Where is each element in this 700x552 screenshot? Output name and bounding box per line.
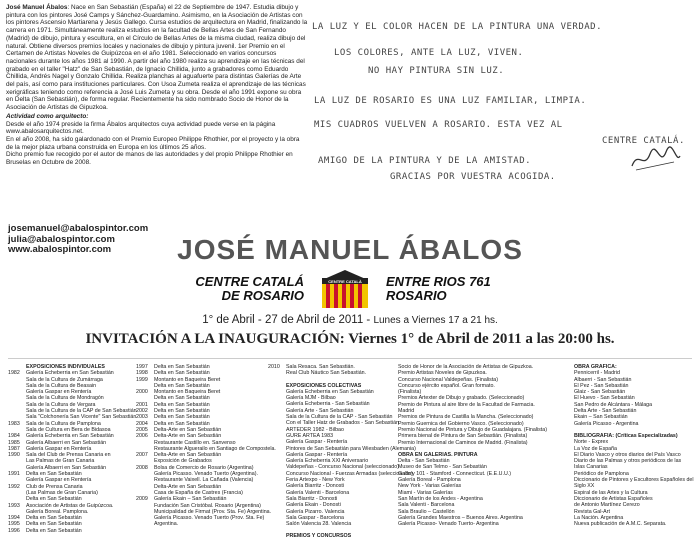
list-item: Concurso Nacional Valdepeñas. (Finalista) <box>398 376 499 383</box>
list-item: San Martín de los Andes - Argentina <box>398 495 483 502</box>
exhibition-venue: Montanto en Baqueira Beret <box>154 376 221 383</box>
exhibition-venue: Galería Echeberria en San Sebastián <box>26 433 114 440</box>
exhibition-venue: Galería Ekain – San Sebastián <box>154 496 227 503</box>
exhibition-year: 1999 <box>136 376 148 383</box>
exhibition-venue: Delta en San Sebastián <box>26 521 82 528</box>
exhibition-year: 1984 <box>8 433 20 440</box>
list-item: Concurso ejército español. Gran formato. <box>398 382 495 389</box>
column-heading: EXPOSICIONES INDIVIDUALES <box>26 364 105 370</box>
list-item: Galería Grandes Maestros – Buenos Aires. Argentina <box>398 514 523 521</box>
exhibition-venue: Delta-Arte en San Sebastián <box>154 452 222 459</box>
list-item: Galería Picasso - Argentina <box>574 420 639 427</box>
list-item: Delta Arte - San Sebastián <box>574 408 637 415</box>
exhibition-venue: Argentina. <box>154 521 179 528</box>
exhibition-venue: Exposición de Grabados <box>154 458 212 465</box>
exhibition-year: 2006 <box>136 433 148 440</box>
exhibition-year <box>268 370 286 376</box>
handwritten-line: AMIGO DE LA PINTURA Y DE LA AMISTAD. <box>318 156 532 166</box>
list-item: Premio de Pintura al aire libre de la Facultad de Farmacia. <box>398 401 535 408</box>
exhibition-venue: Galería Echeberria en San Sebastián <box>26 370 114 377</box>
column-heading: PREMIOS Y CONCURSOS <box>286 533 352 540</box>
exhibition-row <box>136 521 264 527</box>
exhibition-venue: Sala de la Cultura de Mondragón <box>26 395 104 402</box>
list-item: Sala Braulio – Castellón <box>398 508 455 515</box>
exhibition-venue: Delta en San Sebastián <box>26 471 82 478</box>
list-item: Pintores de San Sebastián para Wiesbaden (Alemania) <box>286 445 416 452</box>
list-item: GURE ARTEA 1983 <box>286 432 334 439</box>
list-item: Diario de las Palmas y otros periódicos de las <box>574 458 682 465</box>
exhibition-year: 1991 <box>8 471 20 478</box>
exhibition-venue: Galería Picasso. Venado Tuerto (Argentina). <box>154 471 258 478</box>
handwritten-line: CENTRE CATALÁ. <box>602 136 685 146</box>
list-item: El Pez - San Sebastián <box>574 382 629 389</box>
exhibition-year: 2005 <box>136 426 148 433</box>
exhibition-venue: Delta en San Sebastián <box>154 401 210 408</box>
activity-text-1: Desde el año 1974 preside la firma Ábalos arquitectos cuya actividad puede verse en la página www.abalosarquitectos.net. <box>6 120 276 136</box>
exhibition-year: 1987 <box>8 445 20 452</box>
venue-name: CENTRE CATALÁ DE ROSARIO <box>195 274 304 303</box>
list-item: Delta - San Sebastián <box>398 458 450 465</box>
list-item: El Diario Vasco y otros diarios del País Vasco <box>574 451 681 458</box>
invitation-line: INVITACIÓN A LA INAUGURACIÓN: Viernes 1° de Abril de 2011 a las 20:00 hs. <box>85 331 615 347</box>
exhibition-year: 1992 <box>8 483 20 490</box>
exhibition-venue: Delta en San Sebastián <box>154 420 210 427</box>
list-item: Feria Artexpo - New York <box>286 477 345 484</box>
exhibition-venue: Montanto en Baqueira Beret <box>154 389 221 396</box>
column-heading: BIBLIOGRAFIA: (Críticas Especializadas) <box>574 432 678 439</box>
list-item: Espiral de las Artes y la Cultura <box>574 489 648 496</box>
list-item: Salón Valencia 28. Valencia <box>286 521 352 528</box>
list-item: Periódico de Pamplona <box>574 470 629 477</box>
exhibition-venue: Restaurante Vaixell. La Cañada (Valencia) <box>154 477 254 484</box>
exhibition-venue: Restaurante Alguerailo en Santiago de Compostela. <box>154 445 276 452</box>
email-link[interactable]: josemanuel@abalospintor.com <box>8 223 149 234</box>
column-heading: OBRA EN GALERIAS. PINTURA <box>398 451 478 458</box>
exhibition-year: 1998 <box>136 370 148 377</box>
awards-column <box>398 364 548 527</box>
exhibition-venue: Sala de la Cultura de Zumárraga <box>26 376 103 383</box>
list-item: Sala de la Cultura de la CAP - San Sebastián <box>286 414 393 421</box>
list-item: La Voz de España <box>574 445 617 452</box>
artist-name-title: JOSÉ MANUEL ÁBALOS <box>177 234 523 265</box>
exhibition-dates: 1° de Abril - 27 de Abril de 2011 - Lunes a Viernes 17 a 21 hs. <box>202 314 498 326</box>
list-item: Galería Valenti - Barcelona <box>286 489 350 496</box>
handwritten-line: LOS COLORES, ANTE LA LUZ, VIVEN. <box>334 48 524 58</box>
exhibition-venue: Sala de la Cultura de Beasain <box>26 382 97 389</box>
exhibition-venue: Delta-Arte en San Sebastián <box>154 483 222 490</box>
exhibition-venue: Sala del Club de Prensa Canaria en <box>26 452 111 459</box>
exhibition-venue: Municipalidad de Firmat (Prov. Sta. Fe) Argentina. <box>154 508 272 515</box>
exhibition-year: 2002 <box>136 408 148 415</box>
list-item: Premio Artistas Noveles de Gipuzkoa. <box>398 370 487 377</box>
signature-image <box>630 144 682 174</box>
list-item: Concurso Nacional - Fuerzas Armadas (seleccionado) <box>286 470 413 477</box>
exhibition-venue: Restaurante Castillo en. Sanvenso <box>154 439 236 446</box>
list-item: New York - Varias Galerías <box>398 483 462 490</box>
email-link[interactable]: julia@abalospintor.com <box>8 233 115 245</box>
exhibition-venue: Club de Prensa Canaria <box>26 483 83 490</box>
exhibition-venue: Delta-Arte en San Sebastián <box>154 433 222 440</box>
list-item: Nueva publicación de A.M.C. Separata. <box>574 521 667 528</box>
exhibition-venue: Sala Resaca. San Sebastián. <box>286 364 355 370</box>
column-heading: EXPOSICIONES COLECTIVAS <box>286 382 362 389</box>
list-item: Diccionario de Pintores y Escultores Españoles del <box>574 477 694 484</box>
list-item: Museo de San Telmo - San Sebastián <box>398 464 487 471</box>
exhibition-venue: Sala de la Cultura de Vergara <box>26 401 96 408</box>
list-item: Galería Ekain - Donosti <box>286 502 341 509</box>
exhibition-year: 2004 <box>136 420 148 427</box>
list-item: Diccionario de Artistas Españoles <box>574 495 653 502</box>
activity-text-3: Dicho premio fue recogido por el autor de manos de las autoridades y del propio Philippe Rhothier en Bruselas en Octubre de 2008. <box>6 151 293 167</box>
logo-text: CENTRE CATALÀ <box>328 279 362 284</box>
handwritten-line: MIS CUADROS VUELVEN A ROSARIO. ESTA VEZ AL <box>314 120 563 130</box>
exhibition-year: 1982 <box>8 370 20 377</box>
list-item: Primera bienal de Pintura de San Sebastián. (Finalista) <box>398 433 528 440</box>
exhibition-venue: Delta-Arte en San Sebastián <box>154 426 222 433</box>
divider <box>8 358 692 359</box>
website-link[interactable]: www.abalospintor.com <box>8 244 112 255</box>
exhibition-venue: Delta en San Sebastián <box>154 370 210 377</box>
list-item: Galería Echeberria en San Sebastián <box>286 388 374 395</box>
solo-exhibitions-column <box>8 364 137 534</box>
exhibition-venue: Galería Gaspar en Rentería <box>26 445 92 452</box>
exhibition-year: 2010 <box>268 364 280 370</box>
exhibition-year: 1985 <box>8 439 20 446</box>
list-item: San Pedro de Alcántara - Málaga <box>574 401 653 408</box>
list-item: Gallery 101 - Stamford - Connecticut. (E.E.U.U.) <box>398 470 512 477</box>
list-item: Pennicerril - Madrid <box>574 370 620 377</box>
list-item: Premio Guernica del Gobierno Vasco. (Seleccionado) <box>398 420 524 427</box>
list-item: Galería Echeberria - San Sebastián <box>286 401 370 408</box>
list-item: Socio de Honor de la Asociación de Artistas de Gipuzkoa. <box>398 364 534 370</box>
exhibition-year: 2008 <box>136 464 148 471</box>
exhibition-venue: Galería Gaspar en Rentería <box>26 389 92 396</box>
bio-name: José Manuel Ábalos <box>6 4 68 11</box>
exhibition-year: 1990 <box>8 452 20 459</box>
exhibition-venue: Sala de la Cultura de la CAP de San Sebastián <box>26 408 137 415</box>
exhibition-venue: Galería Boreal. Pamplona. <box>26 508 89 515</box>
exhibition-venue: Delta en San Sebastián <box>26 527 82 534</box>
exhibition-year: 1995 <box>8 521 20 528</box>
list-item: (Finalista) <box>398 389 422 396</box>
list-item: Galería Arte - San Sebastián <box>286 407 354 414</box>
list-item: Islas Canarias <box>574 464 608 471</box>
graphic-work-column <box>574 364 694 527</box>
list-item: Galería MJM - Bilbao <box>286 395 336 402</box>
exhibition-venue: Sala de la Cultura de Pamplona <box>26 420 101 427</box>
list-item: Premio Nacional de Pintura y Dibujo de Guadalajara. (Finalista) <box>398 426 547 433</box>
exhibition-venue: Galería Albaerri en San Sebastián <box>26 439 107 446</box>
list-item: Galería Picasso- Venado Tuerto- Argentina <box>398 521 499 528</box>
list-item: El Huevo - San Sebastián <box>574 395 635 402</box>
exhibition-venue: Sala "Colchonería San Vicente" San Sebastián <box>26 414 137 421</box>
list-item: Albaerri - San Sebastián <box>574 376 632 383</box>
exhibition-venue: Delta en San Sebastián <box>26 496 82 503</box>
exhibition-venue: Sala de Cultura en Bera de Bidasoa <box>26 426 111 433</box>
exhibition-venue: Bolsa de Comercio de Rosario (Argentina) <box>154 464 254 471</box>
column-heading: OBRA GRAFICA: <box>574 364 617 370</box>
exhibition-year: 2007 <box>136 452 148 459</box>
artist-biography <box>6 4 308 167</box>
handwritten-line: NO HAY PINTURA SIN LUZ. <box>368 66 505 76</box>
list-item: Sala Gaspar - Barcelona <box>286 514 345 521</box>
list-item: Premios Artexter de Dibujo y grabado. (Seleccionado) <box>398 395 525 402</box>
bio-text: : Nace en San Sebastián (España) el 22 de Septiembre de 1947. Estudia dibujo y pintura con los pintores José Camps y Sánchez-Guardamino. Asimismo, en la Asociación de Artistas con los pintores Ascensio Martiarena y Jesús Gallego. Cursa estudios de arquitectura en Madrid, finalizando la carrera en 1971. Simultáneamente realiza estudios en la facultad de Bellas Artes de San Fernando (Madrid) de dibujo, pintura y escultura, en el Círculo de Bellas Artes de la misma ciudad, realiza dibujo del natural. Obtiene diversos premios locales y nacionales de dibujo y pintura juvenil. 1er Premio en el Certamen de Artistas Noveles de Guipúzcoa en el año 1981. Seleccionado en varios concursos nacionales durante los años 1981 al 1990. A partir del año 1980 realiza su aprendizaje en las técnicas del grabado en el taller "Hatz" de San Sebastián, de Ignacio Chillida, junto a grabadores como Eduardo Chillida, Andrés Nagel y Gonzalo Chillida. Realiza planchas al aguafuerte para distintas Galerías de Arte del país, así como para instituciones particulares. Con Usoa Zumeta realiza el aprendizaje de las técnicas xerigráficas teniendo como referencia a José Luis Zumeta y su obra. Desde el año 1991 expone su obra en Delta (San Sebastián), de forma regular. Recientemente ha sido nombrado Socio de Honor de la Asociación de Artistas de Gipuzkoa. <box>6 4 308 112</box>
exhibition-venue: Casa de España de Castres (Francia) <box>154 489 243 496</box>
exhibition-venue: Las Palmas de Gran Canaria <box>26 458 95 465</box>
bio-paragraph <box>6 4 308 112</box>
exhibition-venue: Delta en San Sebastián <box>26 515 82 522</box>
list-item: de Antonio Martínez Cerezo <box>574 502 640 509</box>
exhibition-venue: Delta en San Sebastián <box>154 382 210 389</box>
list-item: Ekain – San Sebastián <box>574 414 628 421</box>
list-item: Glaiz - San Sebastián <box>574 389 626 396</box>
exhibition-year: 1996 <box>8 527 20 534</box>
venue-address: ENTRE RIOS 761 ROSARIO <box>386 274 491 303</box>
exhibition-year: 1983 <box>8 420 20 427</box>
list-item: Galería Gaspar - Rentería <box>286 439 348 446</box>
list-item: Madrid <box>398 408 415 415</box>
exhibition-year: 2001 <box>136 401 148 408</box>
exhibition-year: 2003 <box>136 414 148 421</box>
exhibition-year: 2000 <box>136 389 148 396</box>
handwritten-line: LA LUZ DE ROSARIO ES UNA LUZ FAMILIAR, LIMPIA. <box>314 96 587 106</box>
exhibition-year: 1993 <box>8 502 20 509</box>
handwritten-line: LA LUZ Y EL COLOR HACEN DE LA PINTURA UNA VERDAD. <box>312 22 603 32</box>
exhibition-venue: Delta en San Sebastián <box>154 414 210 421</box>
exhibition-venue: Real Club Náutico San Sebastián. <box>286 370 367 377</box>
centre-catala-logo <box>318 268 372 310</box>
exhibition-year <box>136 521 154 527</box>
list-item: Siglo XX <box>574 483 595 490</box>
list-item: Premio Internacional de Caminos de Madrid. (Finalista) <box>398 439 528 446</box>
list-item: Miami - Varias Galerías <box>398 489 453 496</box>
list-item: Galería Echeberria XXI Aniversario <box>286 458 369 465</box>
list-item: Valdepeñas - Concurso Nacional (seleccionado) <box>286 464 399 471</box>
list-item: Galería Pizarro. Valencia <box>286 508 345 515</box>
list-item: Norte - Exprex <box>574 439 609 446</box>
exhibition-venue: Delta en San Sebastián <box>154 408 210 415</box>
exhibition-year: 1994 <box>8 515 20 522</box>
exhibition-year: 2009 <box>136 496 148 503</box>
list-item: La Nación. Argentina <box>574 514 624 521</box>
exhibition-venue: Fundación San Cristóbal. Rosario (Argentina) <box>154 502 261 509</box>
list-item: Galería Boreal - Pamplona <box>398 477 461 484</box>
list-item: Galería Gaspar - Rentería <box>286 451 348 458</box>
exhibition-venue: Asociación de Artistas de Guipúzcoa. <box>26 502 114 509</box>
exhibition-venue: (Las Palmas de Gran Canaria) <box>26 489 98 496</box>
exhibition-year: 1997 <box>136 364 148 370</box>
exhibition-venue: Galería Picasso. Venado Tuerto (Prov. Sta. Fe) <box>154 515 265 522</box>
handwritten-note <box>312 22 696 262</box>
list-item: Revista Gal-Art <box>574 508 610 515</box>
exhibition-venue: Galería Gaspar en Rentería <box>26 477 92 484</box>
exhibition-row <box>8 528 126 534</box>
list-item: Sala Valenti - Barcelona <box>398 502 455 509</box>
list-item: Con el Taller Hatz de Grabados - San Sebastián <box>286 420 399 427</box>
activity-text-2: En el año 2008, ha sido galardonado con el Premio Europeo Philippe Rhothier, por el proyecto y la obra de la mejor plaza urbana construida en Europa en los últimos 25 años. <box>6 135 300 151</box>
exhibition-venue: Delta en San Sebastián <box>154 364 210 370</box>
handwritten-line: GRACIAS POR VUESTRA ACOGIDA. <box>390 172 556 182</box>
exhibition-venue: Galería Albaerri en San Sebastián <box>26 464 107 471</box>
activity-heading: Actividad como arquitecto: <box>6 112 89 120</box>
exhibition-venue: Delta en San Sebastián <box>154 395 210 402</box>
list-item: Premios de Pintura de Castilla la Mancha. (Seleccionado) <box>398 414 534 421</box>
list-item: Sala Biarritz - Donosti <box>286 495 338 502</box>
list-item: ARTEDER 1982 - Bilbao <box>286 426 344 433</box>
list-item: Galería Biarritz - Donosti <box>286 483 344 490</box>
